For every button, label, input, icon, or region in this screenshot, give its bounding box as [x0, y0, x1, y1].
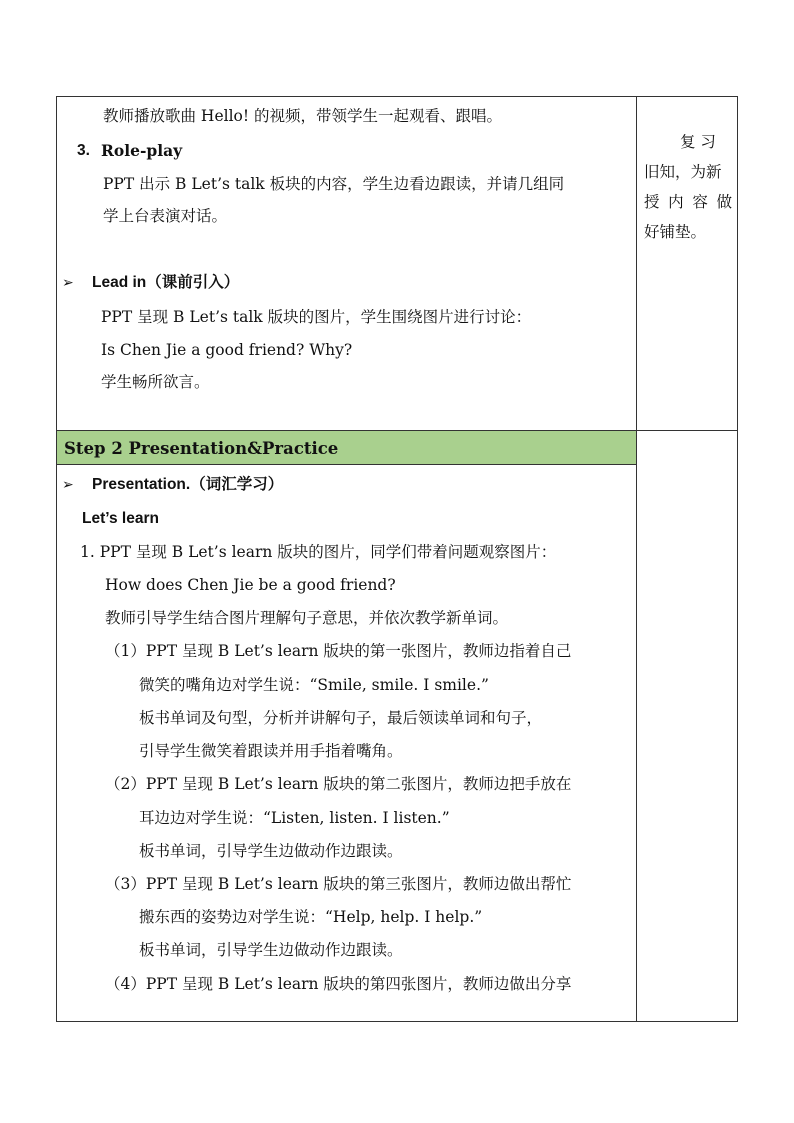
leadin-line-1: PPT 呈现 B Let’s talk 版块的图片，学生围绕图片进行讨论： — [101, 308, 532, 326]
sub3-line-1: （3）PPT 呈现 B Let’s learn 版块的第三张图片，教师边做出帮忙 — [105, 875, 572, 893]
sub2-line-3: 板书单词，引导学生边做动作边跟读。 — [139, 842, 403, 860]
item1-line-1: 1. PPT 呈现 B Let’s learn 版块的图片，同学们带着问题观察图片： — [80, 543, 557, 561]
sidebar-note-line-4: 好铺垫。 — [644, 223, 707, 241]
roleplay-line-2: 学上台表演对话。 — [103, 207, 228, 225]
roleplay-number: 3. — [77, 142, 90, 159]
sub1-line-1: （1）PPT 呈现 B Let’s learn 版块的第一张图片，教师边指着自己 — [105, 642, 572, 660]
leadin-heading: Lead in（课前引入） — [92, 274, 240, 291]
video-line: 教师播放歌曲 Hello! 的视频，带领学生一起观看、跟唱。 — [103, 107, 503, 125]
sidebar-note-line-2: 旧知，为新 — [644, 163, 722, 181]
arrow-bullet-icon: ➢ — [62, 275, 74, 291]
sub1-line-4: 引导学生微笑着跟读并用手指着嘴角。 — [139, 742, 403, 760]
presentation-heading: Presentation.（词汇学习） — [92, 476, 284, 493]
sub1-line-2: 微笑的嘴角边对学生说：“Smile, smile. I smile.” — [139, 676, 489, 694]
sub2-line-2: 耳边边对学生说：“Listen, listen. I listen.” — [139, 809, 450, 827]
step2-header-underline — [57, 464, 636, 465]
roleplay-line-1: PPT 出示 B Let’s talk 板块的内容，学生边看边跟读，并请几组同 — [103, 175, 565, 193]
sub1-line-3: 板书单词及句型，分析并讲解句子，最后领读单词和句子， — [139, 709, 543, 727]
roleplay-title: Role-play — [101, 141, 183, 160]
step2-title: Step 2 Presentation&Practice — [64, 439, 339, 458]
sidebar-note-line-3: 授 内 容 做 — [644, 193, 732, 211]
item1-line-2: How does Chen Jie be a good friend? — [105, 576, 396, 594]
column-divider — [636, 96, 637, 1021]
sub3-line-3: 板书单词，引导学生边做动作边跟读。 — [139, 941, 403, 959]
leadin-line-2: Is Chen Jie a good friend? Why? — [101, 341, 353, 359]
sub3-line-2: 搬东西的姿势边对学生说：“Help, help. I help.” — [139, 908, 483, 926]
sub4-line-1: （4）PPT 呈现 B Let’s learn 版块的第四张图片，教师边做出分享 — [105, 975, 572, 993]
arrow-bullet-icon: ➢ — [62, 477, 74, 493]
sub2-line-1: （2）PPT 呈现 B Let’s learn 版块的第二张图片，教师边把手放在 — [105, 775, 572, 793]
lets-learn-heading: Let’s learn — [82, 510, 159, 527]
item1-line-3: 教师引导学生结合图片理解句子意思，并依次教学新单词。 — [105, 609, 509, 627]
sidebar-note-line-1: 复 习 — [680, 133, 716, 151]
leadin-line-3: 学生畅所欲言。 — [101, 373, 210, 391]
